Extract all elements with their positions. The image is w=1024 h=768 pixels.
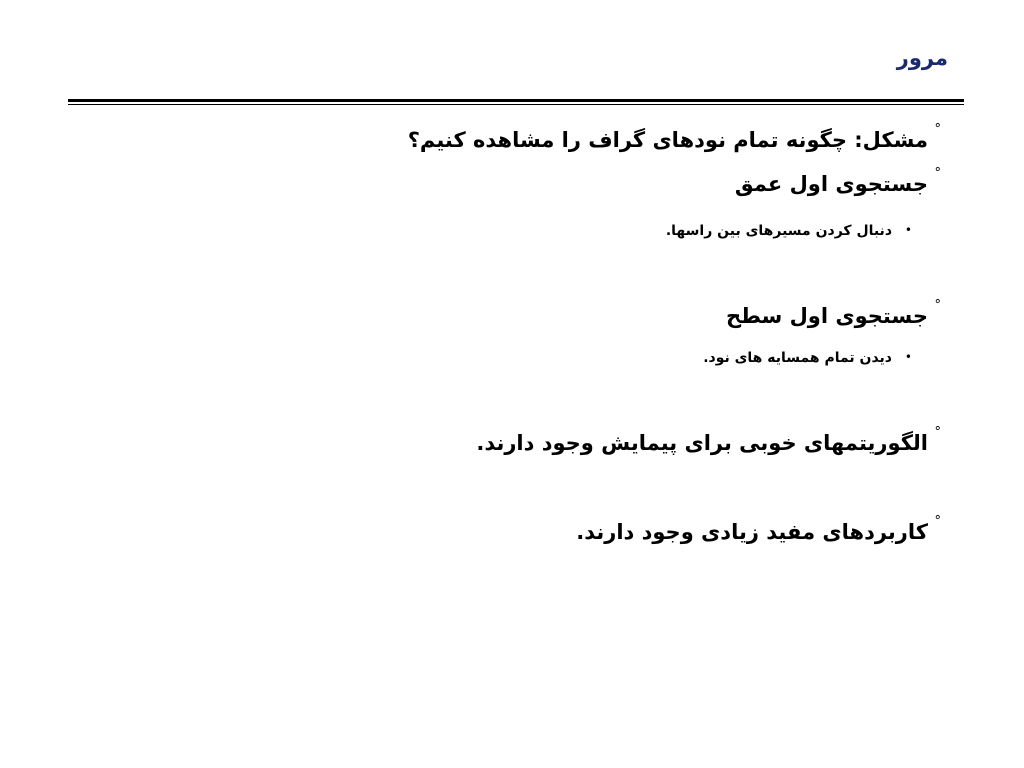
sub-bullet-text: دنبال کردن مسیرهای بین راسها.	[665, 223, 892, 239]
bullet-algorithms	[476, 425, 941, 455]
sub-bullet-dfs	[665, 223, 912, 239]
bullet-text: الگوریتمهای خوبی برای پیمایش وجود دارند.	[476, 431, 928, 455]
bullet-dfs	[734, 166, 941, 196]
bullet-problem	[407, 122, 941, 152]
sub-bullet-bfs	[703, 350, 912, 366]
degree-bullet-icon: °	[934, 122, 941, 137]
slide-title: مرور	[896, 46, 948, 70]
bullet-text: جستجوی اول عمق	[734, 172, 928, 196]
degree-bullet-icon: °	[934, 166, 941, 181]
title-divider-thin	[68, 104, 964, 105]
dot-bullet-icon: •	[904, 223, 912, 237]
bullet-bfs	[726, 298, 941, 328]
degree-bullet-icon: °	[934, 514, 941, 529]
dot-bullet-icon: •	[904, 350, 912, 364]
bullet-text: کاربردهای مفید زیادی وجود دارند.	[576, 520, 928, 544]
bullet-applications	[576, 514, 941, 544]
title-divider-thick	[68, 99, 964, 102]
bullet-text: جستجوی اول سطح	[726, 304, 928, 328]
degree-bullet-icon: °	[934, 425, 941, 440]
sub-bullet-text: دیدن تمام همسایه های نود.	[703, 350, 892, 366]
bullet-text: مشکل: چگونه تمام نودهای گراف را مشاهده کنیم؟	[407, 128, 928, 152]
degree-bullet-icon: °	[934, 298, 941, 313]
